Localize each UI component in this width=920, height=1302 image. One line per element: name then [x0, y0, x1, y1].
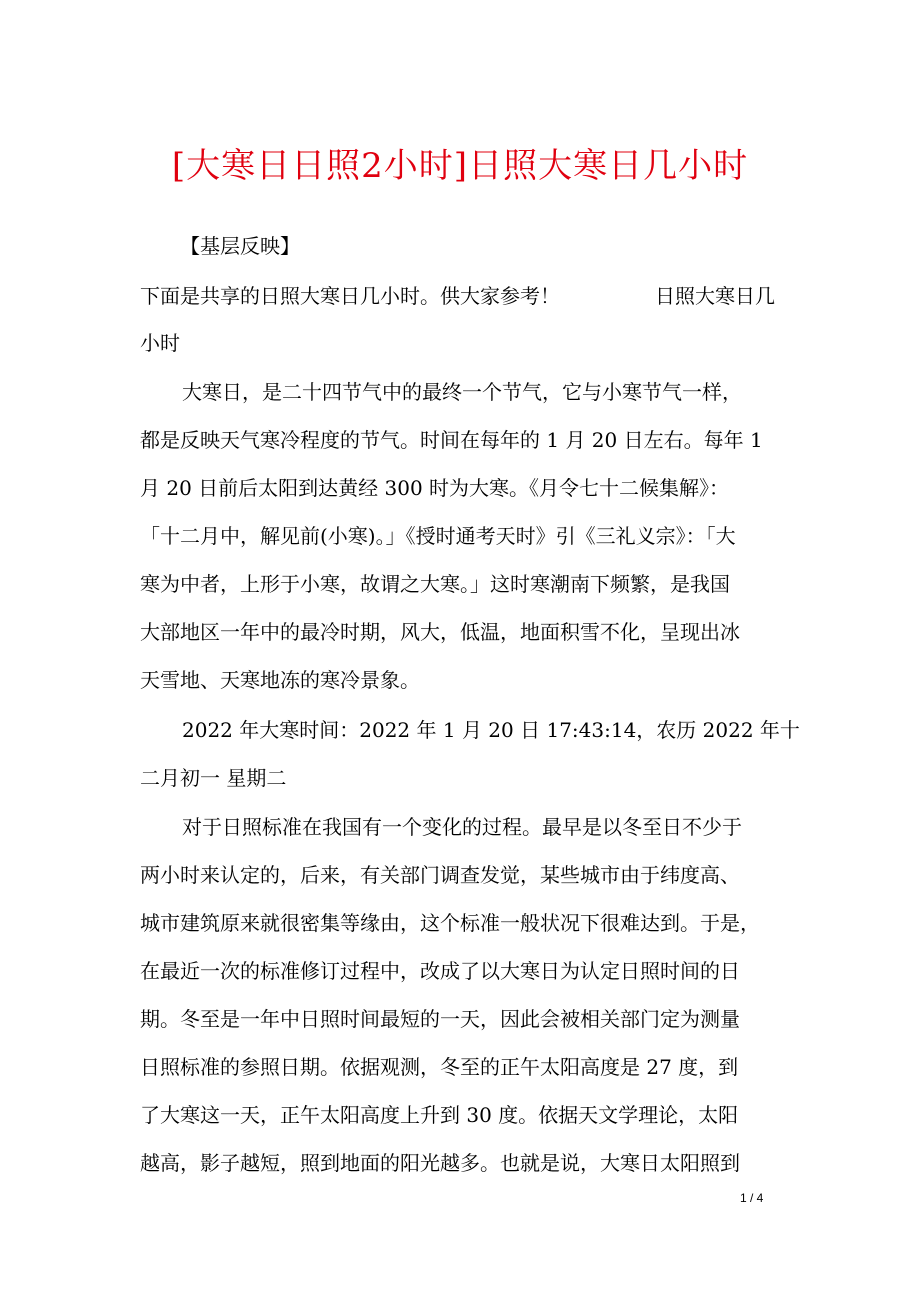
paragraph-1-line: 寒为中者，上形于小寒，故谓之大寒。」这时寒潮南下频繁，是我国	[140, 572, 730, 596]
intro-text-continued: 小时	[140, 331, 180, 355]
paragraph-1-line: 大寒日，是二十四节气中的最终一个节气，它与小寒节气一样，	[182, 380, 742, 404]
paragraph-3-line: 在最近一次的标准修订过程中，改成了以大寒日为认定日照时间的日	[140, 959, 740, 983]
intro-text-heading: 日照大寒日几	[655, 284, 775, 308]
paragraph-3-line: 两小时来认定的，后来，有关部门调查发觉，某些城市由于纬度高、	[140, 863, 740, 887]
paragraph-3-line: 城市建筑原来就很密集等缘由，这个标准一般状况下很难达到。于是，	[140, 911, 760, 935]
paragraph-2-line: 二月初一 星期二	[140, 766, 287, 790]
paragraph-3-line: 了大寒这一天，正午太阳高度上升到 30 度。依据天文学理论，太阳	[140, 1103, 739, 1127]
intro-text: 下面是共享的日照大寒日几小时。供大家参考！	[140, 284, 560, 308]
paragraph-3-line: 期。冬至是一年中日照时间最短的一天，因此会被相关部门定为测量	[140, 1007, 740, 1031]
paragraph-1-line: 「十二月中，解见前(小寒)。」《授时通考天时》引《三礼义宗》：「大	[140, 524, 736, 548]
document-title: [大寒日日照2小时]日照大寒日几小时	[171, 146, 749, 186]
page-number: 1 / 4	[740, 1191, 764, 1205]
paragraph-1-line: 大部地区一年中的最冷时期，风大，低温，地面积雪不化，呈现出冰	[140, 620, 740, 644]
section-label: 【基层反映】	[180, 234, 300, 258]
paragraph-1-line: 月 20 日前后太阳到达黄经 300 时为大寒。《月令七十二候集解》：	[140, 476, 730, 500]
paragraph-1-line: 天雪地、天寒地冻的寒冷景象。	[140, 668, 420, 692]
paragraph-3-line: 对于日照标准在我国有一个变化的过程。最早是以冬至日不少于	[182, 815, 742, 839]
paragraph-1-line: 都是反映天气寒冷程度的节气。时间在每年的 1 月 20 日左右。每年 1	[140, 428, 763, 452]
paragraph-3-line: 越高，影子越短，照到地面的阳光越多。也就是说，大寒日太阳照到	[140, 1151, 740, 1175]
paragraph-2-line: 2022 年大寒时间：2022 年 1 月 20 日 17:43:14，农历 2022 年十	[182, 718, 800, 742]
paragraph-3-line: 日照标准的参照日期。依据观测，冬至的正午太阳高度是 27 度，到	[140, 1055, 739, 1079]
